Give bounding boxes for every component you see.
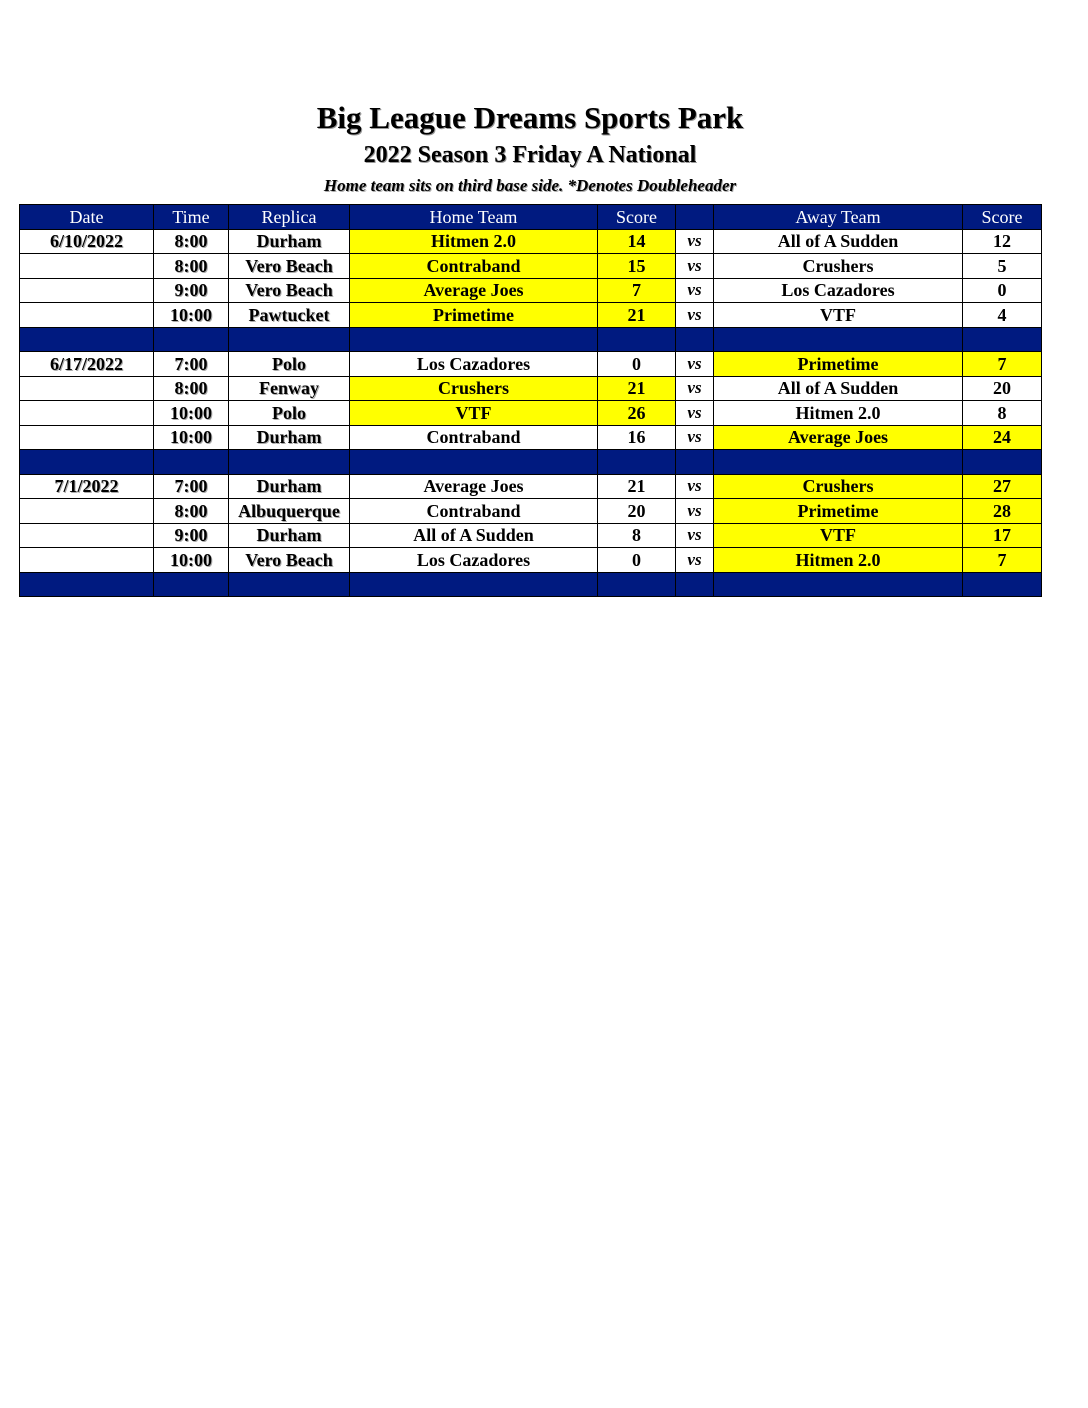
home-team: Primetime xyxy=(350,303,598,328)
away-team: Primetime xyxy=(714,352,963,377)
separator-cell xyxy=(154,450,229,475)
home-score: 21 xyxy=(598,303,676,328)
home-score: 8 xyxy=(598,523,676,548)
game-time: 8:00 xyxy=(154,499,229,524)
separator-cell xyxy=(350,327,598,352)
field-replica: Vero Beach xyxy=(229,254,350,279)
vs-label: vs xyxy=(676,303,714,328)
separator-row xyxy=(20,572,1042,597)
field-replica: Pawtucket xyxy=(229,303,350,328)
separator-cell xyxy=(350,450,598,475)
home-team: VTF xyxy=(350,401,598,426)
home-team: Average Joes xyxy=(350,474,598,499)
away-team: All of A Sudden xyxy=(714,376,963,401)
game-row xyxy=(20,523,1042,548)
column-header-replica: Replica xyxy=(229,205,350,230)
separator-cell xyxy=(714,327,963,352)
separator-cell xyxy=(20,572,154,597)
home-team: Average Joes xyxy=(350,278,598,303)
away-score: 20 xyxy=(963,376,1042,401)
game-row xyxy=(20,548,1042,573)
away-score: 4 xyxy=(963,303,1042,328)
separator-cell xyxy=(714,450,963,475)
separator-cell xyxy=(20,327,154,352)
home-score: 15 xyxy=(598,254,676,279)
home-score: 20 xyxy=(598,499,676,524)
separator-row xyxy=(20,327,1042,352)
separator-cell xyxy=(598,327,676,352)
field-replica: Durham xyxy=(229,474,350,499)
column-header-vs xyxy=(676,205,714,230)
separator-cell xyxy=(598,450,676,475)
schedule-note: Home team sits on third base side. *Denotes Doubleheader xyxy=(323,176,737,195)
game-time: 8:00 xyxy=(154,254,229,279)
away-team: VTF xyxy=(714,523,963,548)
game-time: 10:00 xyxy=(154,548,229,573)
away-team: Crushers xyxy=(714,474,963,499)
field-replica: Albuquerque xyxy=(229,499,350,524)
separator-cell xyxy=(714,572,963,597)
column-header-date: Date xyxy=(20,205,154,230)
separator-cell xyxy=(229,450,350,475)
away-score: 0 xyxy=(963,278,1042,303)
home-team: Crushers xyxy=(350,376,598,401)
game-time: 9:00 xyxy=(154,523,229,548)
game-row xyxy=(20,303,1042,328)
field-replica: Vero Beach xyxy=(229,548,350,573)
separator-cell xyxy=(229,327,350,352)
vs-label: vs xyxy=(676,229,714,254)
home-team: All of A Sudden xyxy=(350,523,598,548)
vs-label: vs xyxy=(676,401,714,426)
separator-cell xyxy=(676,327,714,352)
vs-label: vs xyxy=(676,352,714,377)
vs-label: vs xyxy=(676,474,714,499)
vs-label: vs xyxy=(676,278,714,303)
away-team: Hitmen 2.0 xyxy=(714,548,963,573)
field-replica: Durham xyxy=(229,523,350,548)
game-time: 9:00 xyxy=(154,278,229,303)
home-score: 0 xyxy=(598,548,676,573)
game-date xyxy=(20,278,154,303)
schedule-body xyxy=(20,229,1042,597)
away-team: Average Joes xyxy=(714,425,963,450)
away-score: 5 xyxy=(963,254,1042,279)
away-score: 7 xyxy=(963,548,1042,573)
game-time: 7:00 xyxy=(154,474,229,499)
game-date: 7/1/2022 xyxy=(20,474,154,499)
column-header-away-team: Away Team xyxy=(714,205,963,230)
home-score: 16 xyxy=(598,425,676,450)
home-team: Contraband xyxy=(350,425,598,450)
field-replica: Vero Beach xyxy=(229,278,350,303)
column-header-home-team: Home Team xyxy=(350,205,598,230)
game-date xyxy=(20,425,154,450)
home-score: 26 xyxy=(598,401,676,426)
field-replica: Polo xyxy=(229,401,350,426)
field-replica: Fenway xyxy=(229,376,350,401)
page-title: Big League Dreams Sports Park xyxy=(316,100,744,135)
game-date xyxy=(20,548,154,573)
game-date xyxy=(20,499,154,524)
home-score: 7 xyxy=(598,278,676,303)
game-row xyxy=(20,229,1042,254)
column-header-time: Time xyxy=(154,205,229,230)
game-row xyxy=(20,499,1042,524)
game-row xyxy=(20,474,1042,499)
away-score: 12 xyxy=(963,229,1042,254)
away-team: Hitmen 2.0 xyxy=(714,401,963,426)
separator-cell xyxy=(229,572,350,597)
separator-cell xyxy=(350,572,598,597)
vs-label: vs xyxy=(676,523,714,548)
game-row xyxy=(20,376,1042,401)
separator-cell xyxy=(963,572,1042,597)
away-team: Crushers xyxy=(714,254,963,279)
home-score: 21 xyxy=(598,376,676,401)
home-team: Los Cazadores xyxy=(350,352,598,377)
season-subtitle: 2022 Season 3 Friday A National xyxy=(363,142,697,168)
separator-cell xyxy=(154,572,229,597)
game-date: 6/10/2022 xyxy=(20,229,154,254)
away-score: 17 xyxy=(963,523,1042,548)
field-replica: Polo xyxy=(229,352,350,377)
game-row xyxy=(20,425,1042,450)
game-date xyxy=(20,376,154,401)
header-row xyxy=(20,205,1042,230)
game-date: 6/17/2022 xyxy=(20,352,154,377)
away-team: Los Cazadores xyxy=(714,278,963,303)
column-header-home-score: Score xyxy=(598,205,676,230)
game-row xyxy=(20,254,1042,279)
game-date xyxy=(20,401,154,426)
away-score: 27 xyxy=(963,474,1042,499)
game-row xyxy=(20,352,1042,377)
away-team: Primetime xyxy=(714,499,963,524)
away-score: 24 xyxy=(963,425,1042,450)
game-date xyxy=(20,303,154,328)
game-time: 10:00 xyxy=(154,401,229,426)
vs-label: vs xyxy=(676,548,714,573)
separator-cell xyxy=(154,327,229,352)
game-time: 10:00 xyxy=(154,425,229,450)
field-replica: Durham xyxy=(229,425,350,450)
away-score: 7 xyxy=(963,352,1042,377)
home-score: 0 xyxy=(598,352,676,377)
home-team: Contraband xyxy=(350,254,598,279)
field-replica: Durham xyxy=(229,229,350,254)
game-date xyxy=(20,254,154,279)
separator-cell xyxy=(20,450,154,475)
game-time: 8:00 xyxy=(154,229,229,254)
column-header-away-score: Score xyxy=(963,205,1042,230)
game-row xyxy=(20,401,1042,426)
away-score: 8 xyxy=(963,401,1042,426)
game-row xyxy=(20,278,1042,303)
separator-cell xyxy=(598,572,676,597)
separator-cell xyxy=(676,572,714,597)
vs-label: vs xyxy=(676,425,714,450)
home-team: Contraband xyxy=(350,499,598,524)
home-score: 21 xyxy=(598,474,676,499)
separator-cell xyxy=(676,450,714,475)
vs-label: vs xyxy=(676,499,714,524)
home-team: Los Cazadores xyxy=(350,548,598,573)
away-team: VTF xyxy=(714,303,963,328)
vs-label: vs xyxy=(676,376,714,401)
separator-row xyxy=(20,450,1042,475)
game-date xyxy=(20,523,154,548)
home-team: Hitmen 2.0 xyxy=(350,229,598,254)
away-score: 28 xyxy=(963,499,1042,524)
schedule-table xyxy=(19,204,1042,597)
game-time: 8:00 xyxy=(154,376,229,401)
separator-cell xyxy=(963,327,1042,352)
game-time: 7:00 xyxy=(154,352,229,377)
separator-cell xyxy=(963,450,1042,475)
away-team: All of A Sudden xyxy=(714,229,963,254)
vs-label: vs xyxy=(676,254,714,279)
game-time: 10:00 xyxy=(154,303,229,328)
home-score: 14 xyxy=(598,229,676,254)
